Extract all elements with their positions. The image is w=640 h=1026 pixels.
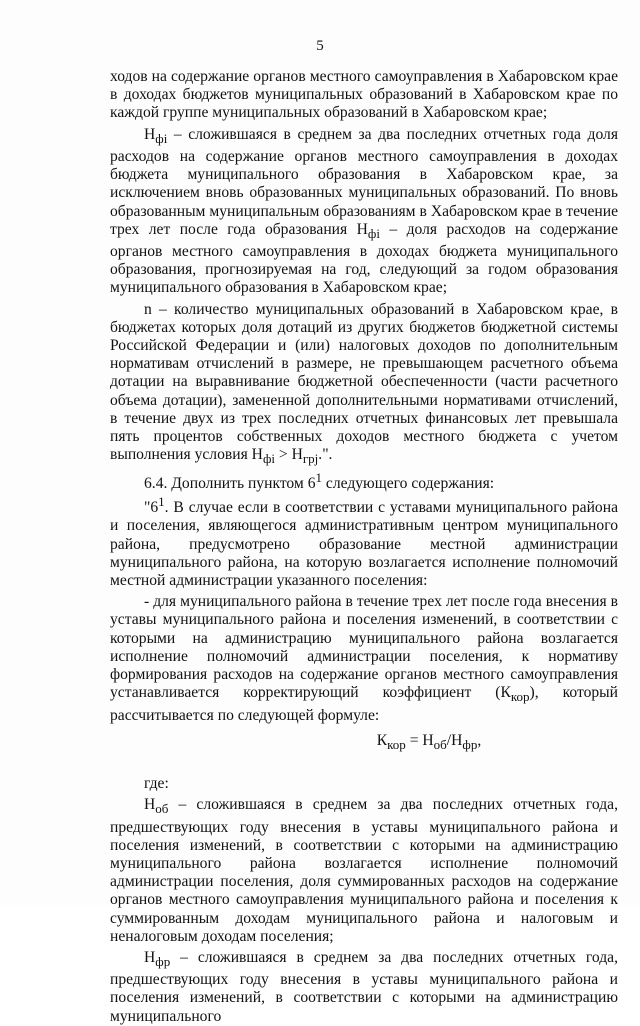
symbol-subscript: фр (155, 954, 171, 970)
formula-k-subscript: кор (387, 736, 406, 752)
symbol-subscript: фi (367, 225, 380, 241)
paragraph-text: 6.4. Дополнить пунктом 6 (144, 474, 316, 492)
paragraph-8 (110, 949, 618, 1026)
formula (110, 725, 618, 759)
formula-end: , (477, 731, 482, 749)
paragraph-text: – доля расходов на содержание органов местного самоуправления в доходах бюджета муниципального образования, прогнозируемая на год, следующий за годом образования муниципального образования в Хабаровском крае; (110, 220, 618, 297)
symbol-subscript: кор (510, 689, 530, 705)
formula-k: К (376, 731, 388, 749)
paragraph-3 (110, 301, 618, 469)
where-label: где: (144, 775, 169, 793)
superscript: 1 (158, 493, 165, 509)
paragraph-text: "6 (144, 499, 159, 517)
paragraph-4 (110, 469, 618, 493)
page-number: 5 (316, 38, 324, 54)
paragraph-text: .". (318, 446, 333, 464)
symbol-subscript: об (155, 801, 169, 817)
symbol: Н (356, 220, 368, 238)
paragraph-5 (110, 493, 618, 590)
operator: > (274, 446, 292, 464)
symbol: К (500, 684, 511, 702)
paragraph-2 (110, 126, 618, 298)
symbol-subscript: грj (302, 451, 319, 467)
paragraph-text: . В случае если в соответствии с уставами муниципального района и поселения, являющегося административным центром муниципального района, предусмотрено образование местной администрации муниципального района, на которую возлагается исполнение полномочий местной администрации указанного поселения: (110, 499, 618, 589)
paragraph-1: ходов на содержание органов местного самоуправления в Хабаровском крае в доходах бюджетов муниципальных образований в Хабаровском крае по каждой группе муниципальных образований в Хабаровском крае; (110, 68, 618, 122)
symbol: Н (144, 948, 156, 966)
formula-denominator-subscript: фр (462, 736, 478, 752)
paragraph-text: n – количество муниципальных образований в Хабаровском крае, в бюджетах которых доля дотаций из других бюджетов бюджетной системы Российской Федерации и (или) налоговых доходов по дополнительным нормативам отчислений в размере, не превышающем расчетного объема дотации на выравнивание бюджетной обеспеченности (части расчетного объема дотации), замененной дополнительными нормативами отчислений, в течение двух из трех последних отчетных финансовых лет превышала пять процентов собственных доходов местного бюджета с учетом выполнения условия (110, 300, 618, 464)
paragraph-text: – сложившаяся в среднем за два последних отчетных года, предшествующих году внесения в уставы муниципального района и поселения изменений, в соответствии с которыми на администрацию муниципального (110, 948, 618, 1025)
symbol: Н (144, 796, 156, 814)
symbol: Н (291, 446, 303, 464)
paragraph-6 (110, 593, 618, 725)
paragraph-text: следующего содержания: (322, 474, 495, 492)
formula-equals: = (405, 731, 423, 749)
document-body (110, 68, 618, 1026)
symbol-subscript: фi (155, 130, 168, 146)
formula-denominator: Н (451, 731, 463, 749)
paragraph-text: – сложившаяся в среднем за два последних отчетных года, предшествующих году внесения в уставы муниципального района и поселения изменений, в соответствии с которыми на администрацию муниципального района возлагается исполнение полномочий администрации поселения, доля суммированных расходов на содержание органов местного самоуправления муниципального района и поселения к суммированным доходам муниципального района и налоговым и неналоговым доходам поселения; (110, 796, 618, 945)
paragraph-text: ), который рассчитывается по следующей формуле: (110, 684, 619, 724)
symbol: Н (144, 125, 156, 143)
paragraph-7 (110, 796, 618, 946)
paragraph-text: – сложившаяся в среднем за два последних отчетных года доля расходов на содержание органов местного самоуправления в доходах бюджета муниципального образования в Хабаровском крае, за исключением вновь образованных муниципальных образований. По вновь образованным муниципальным образованиям в Хабаровском крае в течение трех лет после года образования (110, 125, 618, 238)
superscript: 1 (315, 469, 322, 485)
paragraph-text: - для муниципального района в течение трех лет после года внесения в уставы муниципального района и поселения изменений, в соответствии с которыми на администрацию муниципального района возлагается исполнение полномочий администрации поселения, к нормативу формирования расходов на содержание органов местного самоуправления устанавливается корректирующий коэффициент ( (110, 593, 618, 702)
formula-slash: / (446, 731, 452, 749)
formula-numerator-subscript: об (433, 736, 447, 752)
symbol: Н (251, 446, 263, 464)
formula-numerator: Н (422, 731, 434, 749)
symbol-subscript: фi (262, 451, 275, 467)
